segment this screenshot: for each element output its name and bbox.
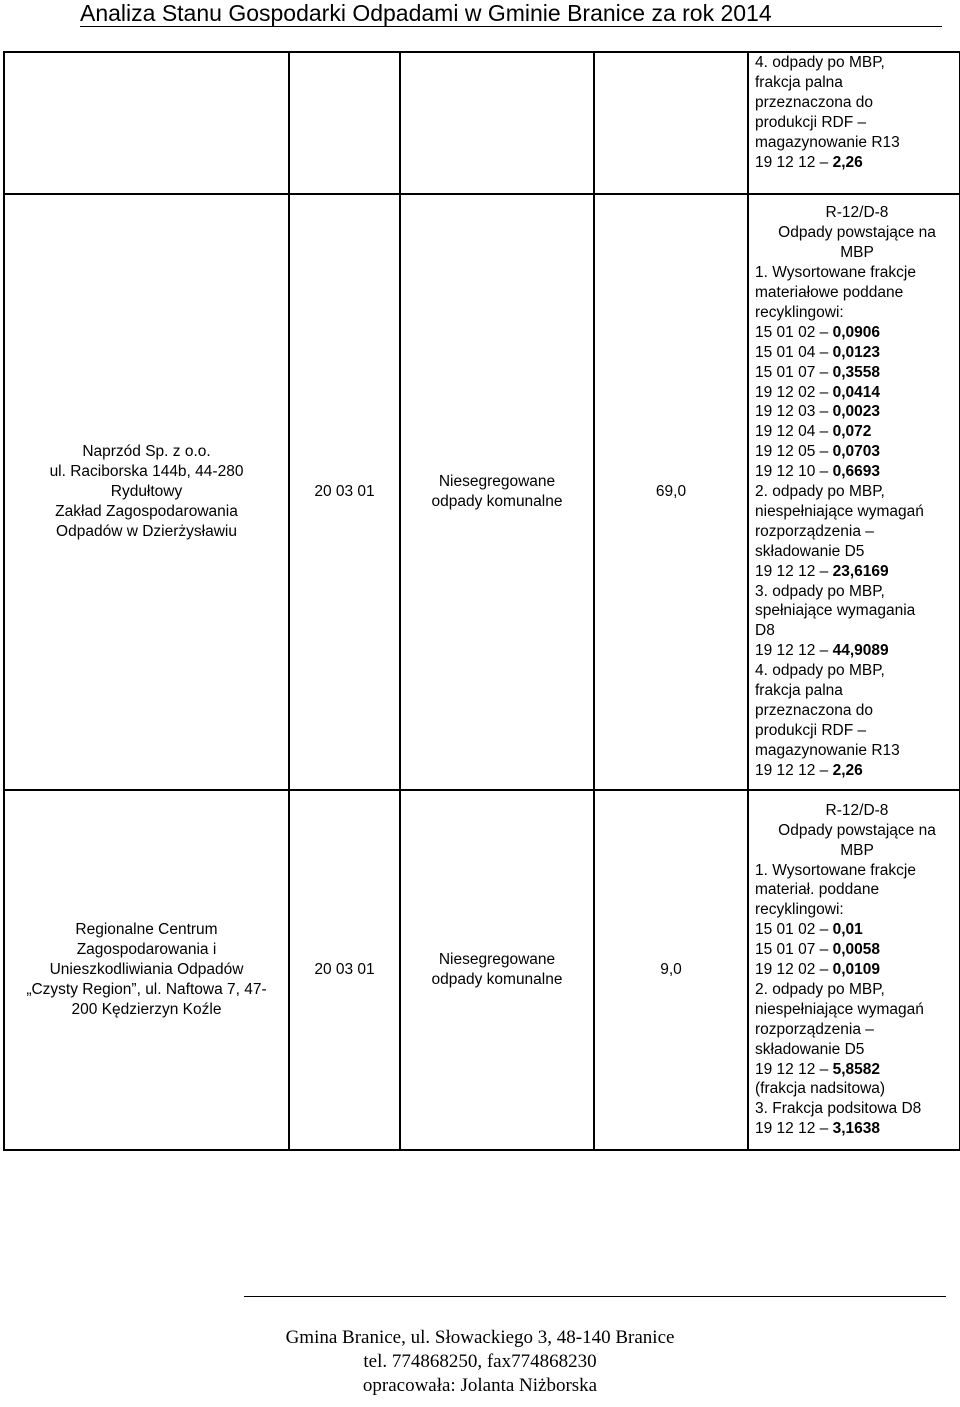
waste-type-line: odpady komunalne [431, 971, 563, 988]
waste-code-cell [289, 52, 400, 194]
detail-line [755, 1020, 959, 1040]
detail-value: 0,0703 [832, 443, 880, 461]
waste-code: 20 03 01 [314, 483, 375, 501]
detail-line [755, 53, 959, 73]
detail-line [755, 1079, 959, 1099]
detail-line [755, 442, 959, 462]
detail-text: niespełniające wymagań [755, 502, 924, 520]
detail-text: 19 12 03 – [755, 403, 833, 421]
detail-text: D8 [755, 622, 775, 640]
detail-text: 19 12 12 – [755, 1060, 833, 1078]
detail-text: MBP [840, 244, 874, 262]
detail-line [755, 940, 959, 960]
amount-value: 9,0 [660, 961, 682, 979]
detail-text: niespełniające wymagań [755, 1000, 924, 1018]
detail-text: składowanie D5 [755, 542, 865, 560]
detail-line [755, 582, 959, 602]
detail-text: 1. Wysortowane frakcje [755, 861, 916, 879]
header-title: Analiza Stanu Gospodarki Odpadami w Gminie Branice za rok 2014 [80, 0, 772, 26]
detail-value: 0,0123 [832, 343, 880, 361]
detail-text: Odpady powstające na [778, 224, 936, 242]
detail-text: materiał. poddane [755, 881, 880, 899]
waste-code-cell [289, 194, 400, 790]
company-line: „Czysty Region”, ul. Naftowa 7, 47- [26, 980, 267, 998]
company-line: Unieszkodliwiania Odpadów [49, 961, 244, 979]
detail-line [755, 422, 959, 442]
detail-line [755, 153, 959, 173]
detail-line [755, 661, 959, 681]
detail-value: 0,01 [832, 921, 863, 939]
detail-value: 2,26 [832, 761, 863, 779]
waste-type-line: Niesegregowane [438, 951, 556, 969]
detail-text: 15 01 02 – [755, 921, 833, 939]
detail-line [755, 343, 959, 363]
detail-text: frakcja palna [755, 73, 843, 91]
detail-text: magazynowanie R13 [755, 133, 900, 151]
detail-value: 3,1638 [832, 1120, 880, 1138]
detail-text: przeznaczona do [755, 93, 874, 111]
detail-line [755, 522, 959, 542]
detail-line [755, 502, 959, 522]
detail-line [755, 73, 959, 93]
footer-phone: tel. 774868250, fax774868230 [363, 1351, 597, 1372]
detail-text: recyklingowi: [755, 303, 844, 321]
detail-line [755, 1060, 959, 1080]
detail-text: frakcja palna [755, 682, 843, 700]
detail-text: 19 12 05 – [755, 443, 833, 461]
company-line: Rydułtowy [110, 483, 183, 501]
page-footer [0, 1326, 960, 1398]
waste-table [3, 51, 960, 1151]
detail-line [755, 1099, 959, 1119]
footer-author: opracowała: Jolanta Niżborska [362, 1375, 598, 1396]
company-line: Regionalne Centrum [75, 921, 218, 939]
detail-text: 19 12 12 – [755, 562, 833, 580]
company-line: Zagospodarowania i [76, 941, 217, 959]
detail-value: 0,0906 [832, 323, 880, 341]
detail-text: 3. odpady po MBP, [755, 582, 885, 600]
processing-details-cell [748, 790, 960, 1150]
detail-line [755, 542, 959, 562]
detail-text: rozporządzenia – [755, 1020, 874, 1038]
detail-text: recyklingowi: [755, 901, 844, 919]
detail-text: 15 01 04 – [755, 343, 833, 361]
detail-text: 19 12 12 – [755, 642, 833, 660]
detail-line [755, 323, 959, 343]
detail-line [755, 920, 959, 940]
detail-value: 23,6169 [832, 562, 889, 580]
detail-text: produkcji RDF – [755, 721, 867, 739]
detail-value: 0,6693 [832, 463, 880, 481]
detail-line [755, 133, 959, 153]
page-header [80, 0, 942, 27]
detail-text: 19 12 02 – [755, 383, 833, 401]
company-cell [4, 52, 289, 194]
amount-cell [594, 52, 748, 194]
detail-line [755, 641, 959, 661]
detail-line [755, 93, 959, 113]
waste-type-cell [400, 52, 594, 194]
detail-text: 19 12 10 – [755, 463, 833, 481]
waste-code-cell [289, 790, 400, 1150]
waste-type-cell [400, 790, 594, 1150]
detail-text: MBP [840, 841, 874, 859]
detail-line [755, 363, 959, 383]
detail-line [755, 681, 959, 701]
detail-value: 0,072 [832, 423, 872, 441]
detail-line [755, 801, 959, 821]
detail-line [755, 900, 959, 920]
detail-text: 15 01 02 – [755, 323, 833, 341]
waste-type-line: odpady komunalne [431, 493, 563, 510]
detail-text: 19 12 12 – [755, 153, 833, 171]
processing-details-cell [748, 194, 960, 790]
detail-line [755, 462, 959, 482]
company-line: ul. Raciborska 144b, 44-280 [49, 463, 244, 481]
table-row [4, 194, 960, 790]
detail-text: 19 12 04 – [755, 423, 833, 441]
detail-line [755, 960, 959, 980]
detail-line [755, 263, 959, 283]
detail-text: 15 01 07 – [755, 941, 833, 959]
detail-value: 44,9089 [832, 642, 889, 660]
detail-text: 19 12 02 – [755, 961, 833, 979]
detail-text: spełniające wymagania [755, 602, 916, 620]
detail-line [755, 303, 959, 323]
detail-value: 0,3558 [832, 363, 880, 381]
detail-text: 1. Wysortowane frakcje [755, 264, 916, 282]
detail-line [755, 761, 959, 781]
detail-value: 0,0414 [832, 383, 880, 401]
company-line: Zakład Zagospodarowania [55, 502, 238, 520]
detail-line [755, 821, 959, 841]
detail-line [755, 880, 959, 900]
detail-text: składowanie D5 [755, 1040, 865, 1058]
detail-text: rozporządzenia – [755, 522, 874, 540]
detail-text: magazynowanie R13 [755, 741, 900, 759]
waste-type-cell [400, 194, 594, 790]
detail-line [755, 223, 959, 243]
company-cell [4, 194, 289, 790]
detail-line [755, 861, 959, 881]
footer-divider [244, 1296, 946, 1297]
detail-line [755, 841, 959, 861]
detail-text: materiałowe poddane [755, 283, 904, 301]
processing-details-cell [748, 52, 960, 194]
company-line: Odpadów w Dzierżysławiu [56, 522, 237, 540]
detail-line [755, 113, 959, 133]
company-line: Naprzód Sp. z o.o. [82, 443, 211, 461]
table-row [4, 790, 960, 1150]
detail-text: 2. odpady po MBP, [755, 483, 885, 501]
detail-value: 0,0109 [832, 961, 880, 979]
detail-line [755, 1040, 959, 1060]
detail-line [755, 1000, 959, 1020]
detail-text: 2. odpady po MBP, [755, 980, 885, 998]
detail-value: 0,0058 [832, 941, 880, 959]
detail-line [755, 621, 959, 641]
detail-text: 4. odpady po MBP, [755, 662, 885, 680]
detail-line [755, 243, 959, 263]
detail-text: Odpady powstające na [778, 821, 936, 839]
detail-text: 19 12 12 – [755, 761, 833, 779]
waste-type-line: Niesegregowane [438, 473, 556, 491]
detail-text: (frakcja nadsitowa) [755, 1080, 886, 1098]
detail-line [755, 980, 959, 1000]
detail-line [755, 701, 959, 721]
detail-value: 2,26 [832, 153, 863, 171]
detail-value: 5,8582 [832, 1060, 880, 1078]
table-row [4, 52, 960, 194]
detail-text: produkcji RDF – [755, 113, 867, 131]
detail-line [755, 741, 959, 761]
detail-text: 15 01 07 – [755, 363, 833, 381]
detail-text: R-12/D-8 [825, 801, 889, 819]
detail-line [755, 383, 959, 403]
detail-line [755, 203, 959, 223]
detail-line [755, 562, 959, 582]
detail-text: R-12/D-8 [825, 204, 889, 222]
company-line: 200 Kędzierzyn Koźle [71, 1000, 222, 1018]
waste-code: 20 03 01 [314, 961, 375, 979]
detail-line [755, 721, 959, 741]
detail-line [755, 402, 959, 422]
detail-line [755, 601, 959, 621]
detail-line [755, 283, 959, 303]
detail-value: 0,0023 [832, 403, 880, 421]
amount-value: 69,0 [655, 483, 687, 501]
amount-cell [594, 194, 748, 790]
footer-address: Gmina Branice, ul. Słowackiego 3, 48-140 Branice [285, 1327, 675, 1348]
detail-line [755, 482, 959, 502]
detail-text: 19 12 12 – [755, 1120, 833, 1138]
amount-cell [594, 790, 748, 1150]
detail-line [755, 1119, 959, 1139]
detail-text: przeznaczona do [755, 702, 874, 720]
detail-text: 4. odpady po MBP, [755, 54, 885, 71]
company-cell [4, 790, 289, 1150]
detail-text: 3. Frakcja podsitowa D8 [755, 1100, 922, 1118]
